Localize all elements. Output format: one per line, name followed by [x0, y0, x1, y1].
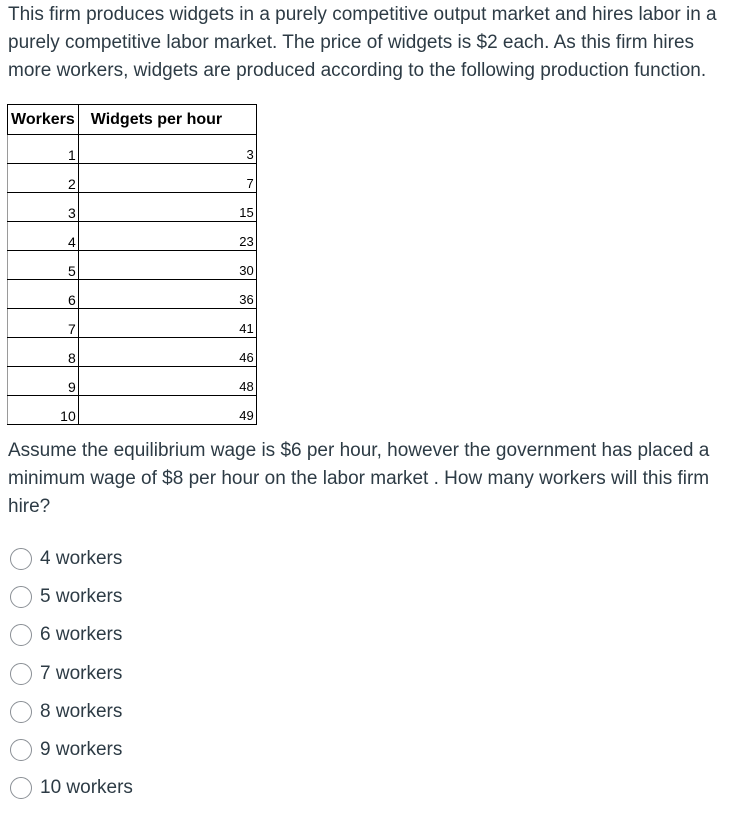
answer-label[interactable]: 5 workers: [40, 586, 123, 608]
table-body: [8, 135, 257, 425]
workers-cell: 1: [8, 135, 79, 164]
workers-cell: 10: [8, 396, 79, 425]
production-function-table: [7, 104, 257, 425]
radio-button[interactable]: [10, 777, 32, 799]
widgets-cell: 23: [78, 222, 256, 251]
workers-cell: 3: [8, 193, 79, 222]
answer-option[interactable]: [10, 655, 133, 693]
answer-option[interactable]: [10, 693, 133, 731]
table-row: [8, 280, 257, 309]
answer-label[interactable]: 4 workers: [40, 548, 123, 570]
table-row: [8, 309, 257, 338]
answer-label[interactable]: 9 workers: [40, 739, 123, 761]
workers-cell: 4: [8, 222, 79, 251]
workers-cell: 6: [8, 280, 79, 309]
answer-label[interactable]: 6 workers: [40, 624, 123, 646]
table-row: [8, 367, 257, 396]
widgets-cell: 49: [78, 396, 256, 425]
answer-options: [10, 540, 133, 807]
question-intro-text: This firm produces widgets in a purely competitive output market and hires labor in a purely competitive labor market. The price of widgets is $2 each. As this firm hires more workers, widgets are produced according to the following production function.: [8, 4, 717, 81]
question-body-text: Assume the equilibrium wage is $6 per hour, however the government has placed a minimum wage of $8 per hour on the labor market . How many workers will this firm hire?: [8, 440, 710, 517]
workers-cell: 8: [8, 338, 79, 367]
workers-cell: 9: [8, 367, 79, 396]
radio-button[interactable]: [10, 663, 32, 685]
answer-option[interactable]: [10, 769, 133, 807]
table-row: [8, 193, 257, 222]
answer-option[interactable]: [10, 540, 133, 578]
table-row: [8, 251, 257, 280]
answer-label[interactable]: 10 workers: [40, 777, 133, 799]
widgets-cell: 3: [78, 135, 256, 164]
radio-button[interactable]: [10, 701, 32, 723]
answer-option[interactable]: [10, 578, 133, 616]
radio-button[interactable]: [10, 586, 32, 608]
widgets-cell: 7: [78, 164, 256, 193]
radio-button[interactable]: [10, 624, 32, 646]
answer-label[interactable]: 8 workers: [40, 700, 123, 722]
table-row: [8, 396, 257, 425]
table-row: [8, 135, 257, 164]
radio-button[interactable]: [10, 548, 32, 570]
workers-cell: 2: [8, 164, 79, 193]
widgets-cell: 30: [78, 251, 256, 280]
table-row: [8, 222, 257, 251]
table-row: [8, 338, 257, 367]
answer-option[interactable]: [10, 731, 133, 769]
widgets-column-header: Widgets per hour: [78, 105, 256, 135]
workers-cell: 5: [8, 251, 79, 280]
widgets-cell: 36: [78, 280, 256, 309]
radio-button[interactable]: [10, 739, 32, 761]
workers-cell: 7: [8, 309, 79, 338]
workers-column-header: Workers: [8, 105, 79, 135]
widgets-cell: 46: [78, 338, 256, 367]
table-header-row: [8, 105, 257, 135]
answer-label[interactable]: 7 workers: [40, 662, 123, 684]
table-row: [8, 164, 257, 193]
answer-option[interactable]: [10, 616, 133, 654]
widgets-cell: 48: [78, 367, 256, 396]
widgets-cell: 41: [78, 309, 256, 338]
widgets-cell: 15: [78, 193, 256, 222]
